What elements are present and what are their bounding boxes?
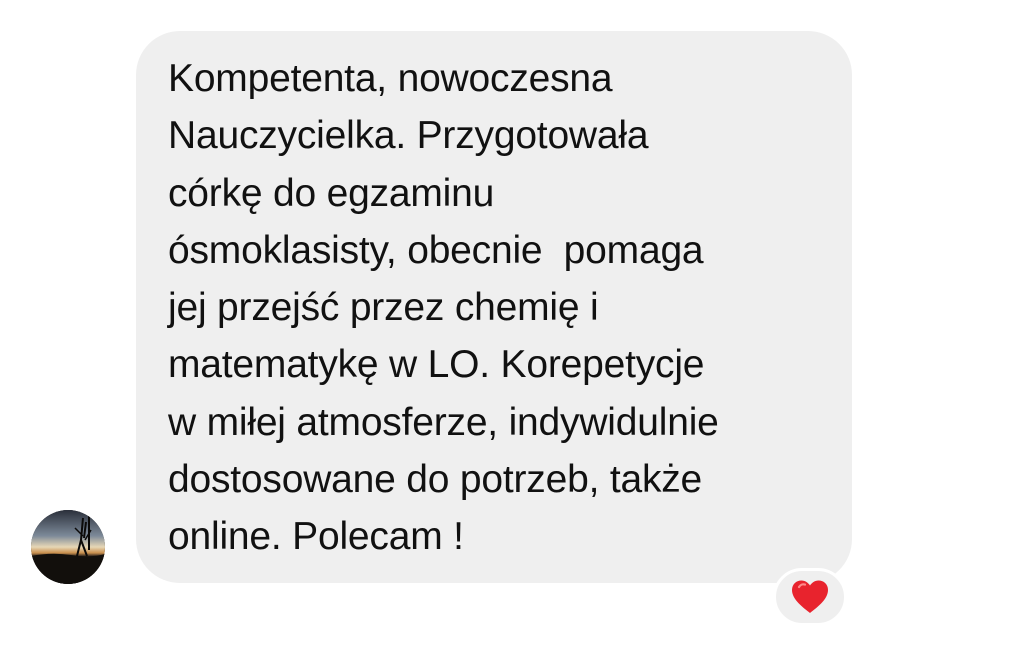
message-line: matematykę w LO. Korepetycje [168, 343, 705, 387]
message-text [168, 50, 824, 566]
message-line: Nauczycielka. Przygotowała [168, 114, 649, 158]
message-line: online. Polecam ! [168, 515, 464, 559]
message-line: córkę do egzaminu [168, 171, 495, 215]
message-line: dostosowane do potrzeb, także [168, 458, 703, 502]
reaction-badge[interactable] [773, 568, 847, 626]
message-line: ósmoklasisty, obecnie pomaga [168, 228, 704, 272]
message-line: w miłej atmosferze, indywidulnie [168, 400, 719, 444]
sender-avatar[interactable] [31, 510, 105, 584]
avatar-photo-icon [31, 510, 105, 584]
message-line: Kompetenta, nowoczesna [168, 57, 613, 100]
message-bubble[interactable] [136, 31, 852, 583]
message-line: jej przejść przez chemię i [168, 286, 599, 330]
red-heart-icon [790, 579, 830, 615]
